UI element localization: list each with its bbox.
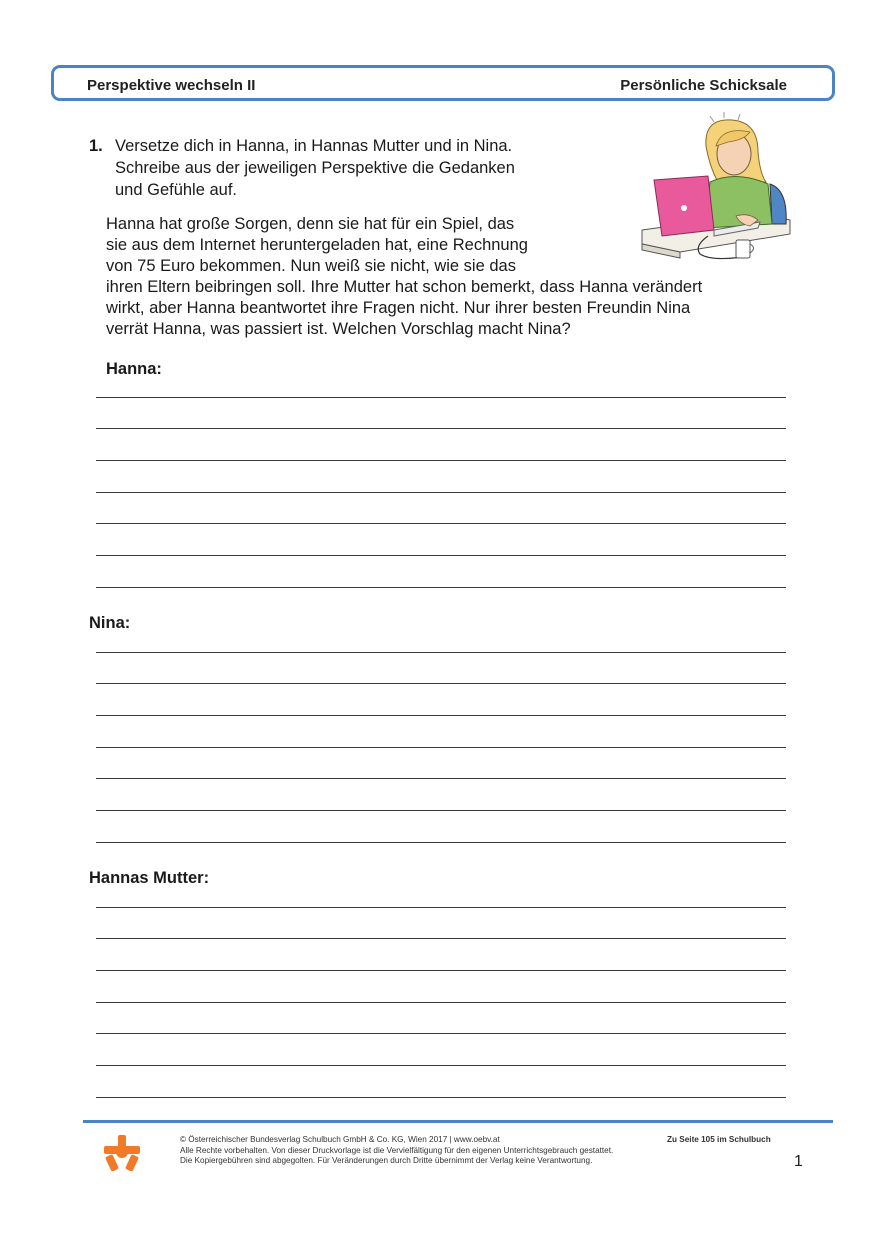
- section-label-nina: Nina:: [89, 614, 131, 632]
- writing-line[interactable]: [96, 939, 786, 971]
- publisher-logo-icon: [104, 1135, 140, 1171]
- writing-line[interactable]: [96, 398, 786, 430]
- section-label-hanna: Hanna:: [106, 360, 162, 378]
- writing-line[interactable]: [96, 748, 786, 780]
- writing-line[interactable]: [96, 493, 786, 525]
- girl-at-laptop-illustration: [640, 112, 792, 272]
- writing-line[interactable]: [96, 556, 786, 588]
- writing-line[interactable]: [96, 461, 786, 493]
- story-line: verrät Hanna, was passiert ist. Welchen Vorschlag macht Nina?: [106, 320, 571, 338]
- writing-line[interactable]: [96, 1034, 786, 1066]
- writing-line[interactable]: [96, 524, 786, 556]
- section-label-hannas-mutter: Hannas Mutter:: [89, 869, 210, 887]
- copyright-line: © Österreichischer Bundesverlag Schulbuch GmbH & Co. KG, Wien 2017 | www.oebv.at: [180, 1135, 500, 1144]
- header-box: [51, 65, 835, 101]
- textbook-page-reference: Zu Seite 105 im Schulbuch: [667, 1135, 771, 1144]
- writing-line[interactable]: [96, 716, 786, 748]
- writing-lines-hanna[interactable]: [96, 366, 786, 588]
- instruction-line: und Gefühle auf.: [115, 181, 238, 199]
- copyright-line: Alle Rechte vorbehalten. Von dieser Druckvorlage ist die Vervielfältigung für den eigenen Unterrichtsgebrauch gestattet.: [180, 1145, 614, 1155]
- page-number: 1: [794, 1153, 803, 1170]
- task-instruction: [115, 135, 575, 201]
- story-line: wirkt, aber Hanna beantwortet ihre Fragen nicht. Nur ihrer besten Freundin Nina: [106, 299, 691, 317]
- topic-title: Persönliche Schicksale: [620, 77, 787, 94]
- writing-line[interactable]: [96, 429, 786, 461]
- writing-line[interactable]: [96, 811, 786, 843]
- writing-line[interactable]: [96, 876, 786, 908]
- instruction-line: Versetze dich in Hanna, in Hannas Mutter und in Nina.: [115, 137, 513, 155]
- copyright-notice: [180, 1135, 613, 1167]
- writing-line[interactable]: [96, 908, 786, 940]
- writing-line[interactable]: [96, 1066, 786, 1098]
- worksheet-title: Perspektive wechseln II: [87, 77, 256, 94]
- writing-line[interactable]: [96, 684, 786, 716]
- writing-line[interactable]: [96, 621, 786, 653]
- story-line: von 75 Euro bekommen. Nun weiß sie nicht, wie sie das: [106, 257, 516, 275]
- copyright-line: Die Kopiergebühren sind abgegolten. Für Veränderungen durch Dritte übernimmt der Verlag keine Verantwortung.: [180, 1156, 593, 1165]
- writing-line[interactable]: [96, 779, 786, 811]
- footer-rule: [83, 1120, 833, 1123]
- writing-lines-hannas-mutter[interactable]: [96, 876, 786, 1098]
- writing-lines-nina[interactable]: [96, 621, 786, 843]
- writing-line[interactable]: [96, 366, 786, 398]
- task-number: 1.: [89, 137, 103, 155]
- writing-line[interactable]: [96, 1003, 786, 1035]
- instruction-line: Schreibe aus der jeweiligen Perspektive die Gedanken: [115, 159, 515, 177]
- writing-line[interactable]: [96, 971, 786, 1003]
- story-line: ihren Eltern beibringen soll. Ihre Mutter hat schon bemerkt, dass Hanna verändert: [106, 278, 703, 296]
- writing-line[interactable]: [96, 653, 786, 685]
- story-line: Hanna hat große Sorgen, denn sie hat für ein Spiel, das: [106, 215, 515, 233]
- story-line: sie aus dem Internet heruntergeladen hat, eine Rechnung: [106, 236, 528, 254]
